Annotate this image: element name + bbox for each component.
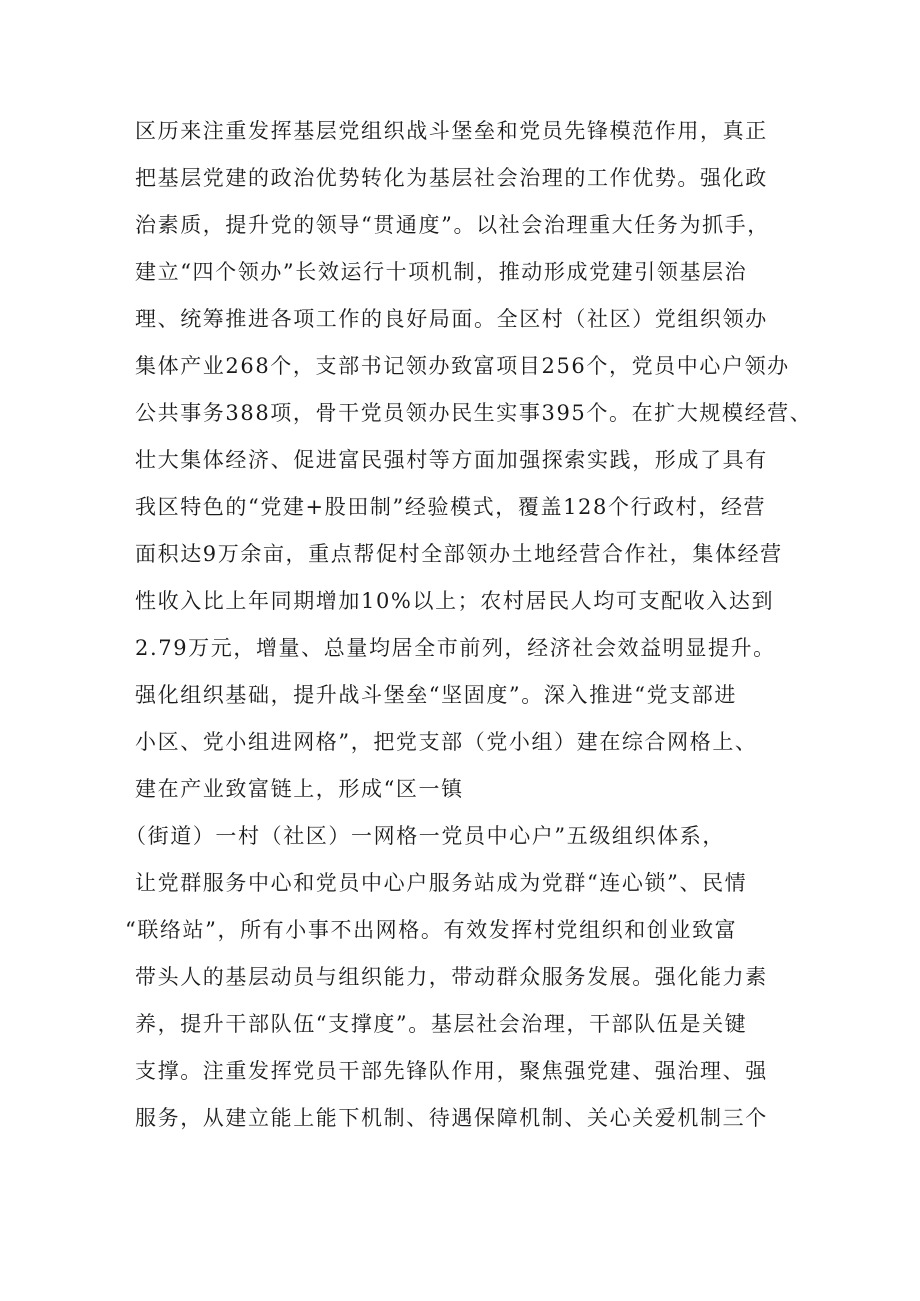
text-line: 区历来注重发挥基层党组织战斗堡垒和党员先锋模范作用，真正 bbox=[135, 119, 768, 143]
text-line: 带头人的基层动员与组织能力，带动群众服务发展。强化能力素 bbox=[135, 965, 768, 989]
text-line: 支撑。注重发挥党员干部先锋队作用，聚焦强党建、强治理、强 bbox=[135, 1059, 768, 1083]
text-line: 集体产业268个，支部书记领办致富项目256个，党员中心户领办 bbox=[135, 354, 790, 378]
text-line: 面积达9万余亩，重点帮促村全部领办土地经营合作社，集体经营 bbox=[135, 542, 783, 566]
text-line: 强化组织基础，提升战斗堡垒“坚固度”。深入推进“党支部进 bbox=[135, 683, 738, 707]
text-line: 养，提升干部队伍“支撑度”。基层社会治理，干部队伍是关键 bbox=[135, 1012, 748, 1036]
text-line: 性收入比上年同期增加10%以上；农村居民人均可支配收入达到 bbox=[135, 589, 775, 613]
text-line: 2.79万元，增量、总量均居全市前列，经济社会效益明显提升。 bbox=[135, 636, 776, 660]
text-line: 建在产业致富链上，形成“区一镇 bbox=[135, 777, 464, 801]
text-line: 我区特色的“党建+股田制”经验模式，覆盖128个行政村，经营 bbox=[135, 495, 767, 519]
body-text bbox=[125, 108, 813, 1142]
text-line: 壮大集体经济、促进富民强村等方面加强探索实践，形成了具有 bbox=[135, 448, 768, 472]
text-line: 治素质，提升党的领导“贯通度”。以社会治理重大任务为抓手， bbox=[135, 213, 770, 237]
text-line: 公共事务388项，骨干党员领办民生实事395个。在扩大规模经营、 bbox=[135, 401, 813, 425]
text-line: 服务，从建立能上能下机制、待遇保障机制、关心关爱机制三个 bbox=[135, 1106, 768, 1130]
text-line: 把基层党建的政治优势转化为基层社会治理的工作优势。强化政 bbox=[135, 166, 768, 190]
text-line: 小区、党小组进网格”，把党支部（党小组）建在综合网格上、 bbox=[135, 730, 758, 754]
text-line: 理、统筹推进各项工作的良好局面。全区村（社区）党组织领办 bbox=[135, 307, 768, 331]
text-line: “联络站”，所有小事不出网格。有效发挥村党组织和创业致富 bbox=[125, 918, 738, 942]
text-line: 建立“四个领办”长效运行十项机制，推动形成党建引领基层治 bbox=[135, 260, 748, 284]
text-line: 让党群服务中心和党员中心户服务站成为党群“连心锁”、民情 bbox=[135, 871, 748, 895]
text-line: （街道）一村（社区）一网格一党员中心户”五级组织体系， bbox=[125, 824, 725, 848]
